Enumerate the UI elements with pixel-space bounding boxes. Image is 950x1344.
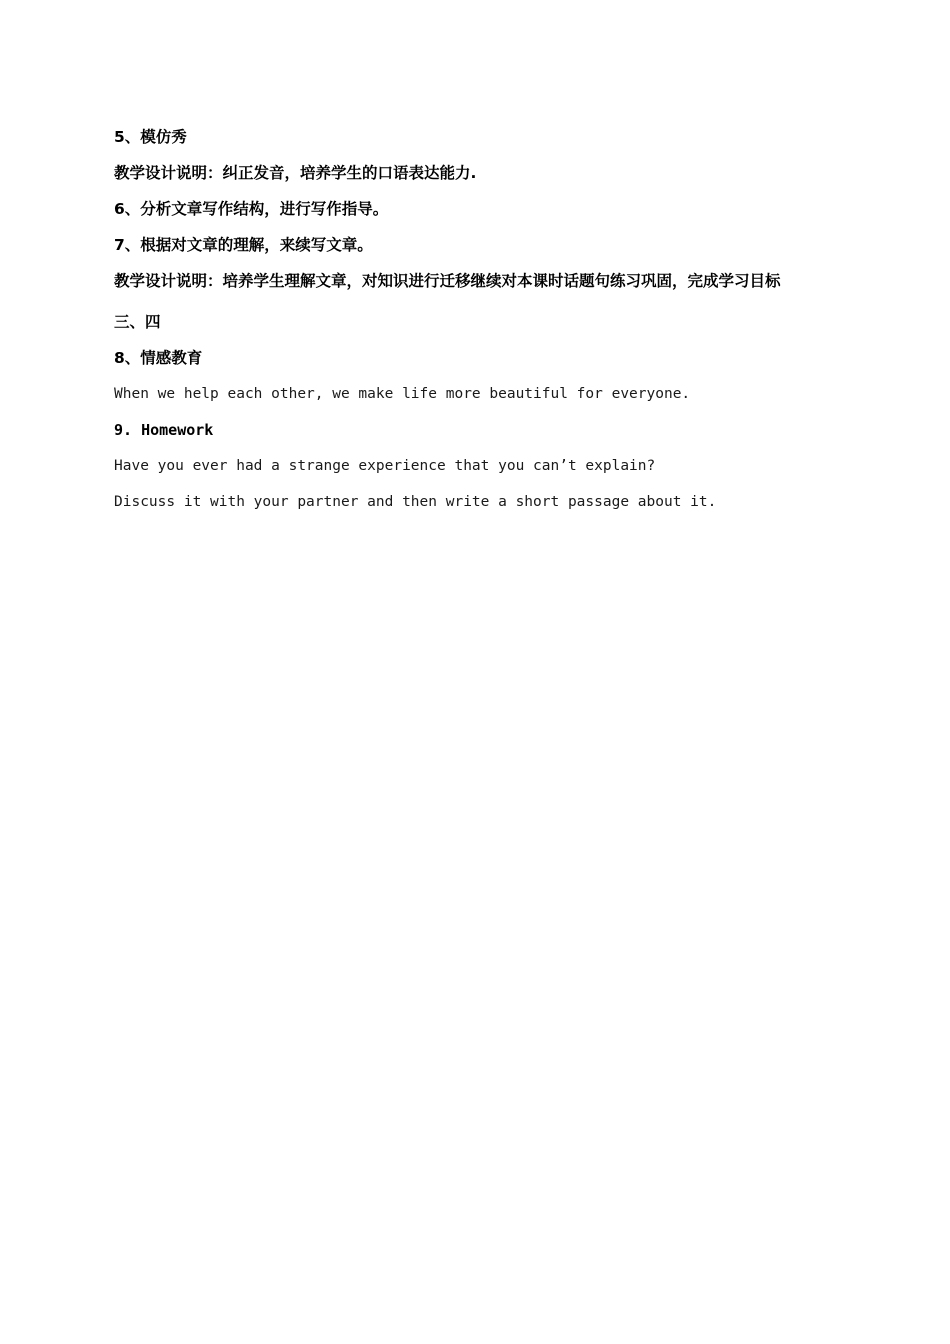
design-note-pronunciation: 教学设计说明：纠正发音，培养学生的口语表达能力. [114,164,477,182]
section-heading-emotional-education: 8、情感教育 [114,349,203,367]
homework-question: Have you ever had a strange experience that you can’t explain? [114,458,656,474]
section-heading-continue-writing: 7、根据对文章的理解，来续写文章。 [114,236,373,254]
emotional-education-sentence: When we help each other, we make life more beautiful for everyone. [114,386,691,402]
section-heading-writing-structure: 6、分析文章写作结构，进行写作指导。 [114,200,389,218]
section-heading-imitation-show: 5、模仿秀 [114,128,187,146]
section-heading-three-four: 三、四 [114,313,161,331]
section-heading-homework: 9. Homework [114,421,214,439]
design-note-comprehension: 教学设计说明：培养学生理解文章，对知识进行迁移继续对本课时话题句练习巩固，完成学习目标 [114,272,781,290]
homework-instruction: Discuss it with your partner and then write a short passage about it. [114,494,717,510]
